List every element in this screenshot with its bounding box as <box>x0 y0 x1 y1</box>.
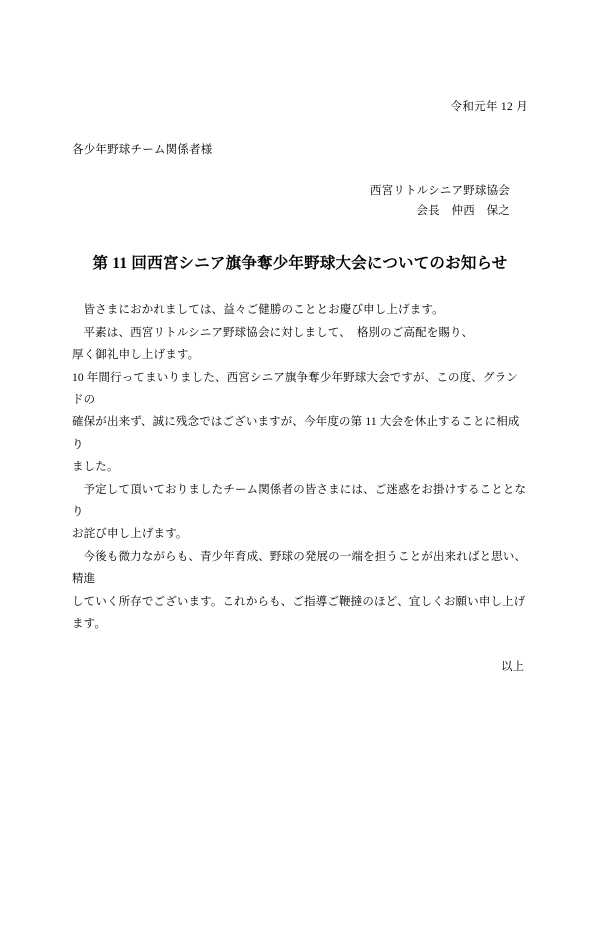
document-title: 第 11 回西宮シニア旗争奪少年野球大会についてのお知らせ <box>92 255 508 273</box>
body-line: 皆さまにおかれましては、益々ご健勝のこととお慶び申し上げます。 <box>83 304 444 317</box>
sender-organization: 西宮リトルシニア野球協会 <box>369 185 510 197</box>
body-paragraph-4 <box>72 546 528 636</box>
document-page <box>0 98 600 947</box>
closing-line: 以上 <box>501 660 524 673</box>
body-line: していく所存でございます。これからも、ご指導ご鞭撻のほど、宜しくお願い申し上げます。 <box>72 595 526 631</box>
body-line: 10 年間行ってまいりました、西宮シニア旗争奪少年野球大会ですが、この度、グランドの <box>72 371 518 406</box>
sender-representative: 会長 仲西 保之 <box>416 205 510 218</box>
body-paragraph-2 <box>72 367 528 479</box>
body-line: ました。 <box>72 461 119 474</box>
body-paragraph-1 <box>72 299 528 366</box>
body-line: 予定して頂いておりましたチーム関係者の皆さまには、ご迷惑をお掛けすることとなり <box>72 483 527 519</box>
body-line: 確保が出来ず、誠に残念ではございますが、今年度の第 11 大会を休止することに相成り <box>72 416 520 451</box>
body-line: 今後も微力ながらも、青少年育成、野球の発展の一端を担うことが出来ればと思い、精進 <box>72 550 527 586</box>
document-body <box>72 299 528 635</box>
body-line: 平素は、西宮リトルシニア野球協会に対しまして、 格別のご高配を賜り、 <box>83 326 474 339</box>
body-paragraph-3 <box>72 479 528 546</box>
body-line: お詫び申し上げます。 <box>72 528 188 541</box>
addressee-line: 各少年野球チーム関係者様 <box>72 144 213 156</box>
document-date: 令和元年 12 月 <box>450 101 528 113</box>
body-line: 厚く御礼申し上げます。 <box>72 349 200 362</box>
sender-block <box>72 181 528 221</box>
